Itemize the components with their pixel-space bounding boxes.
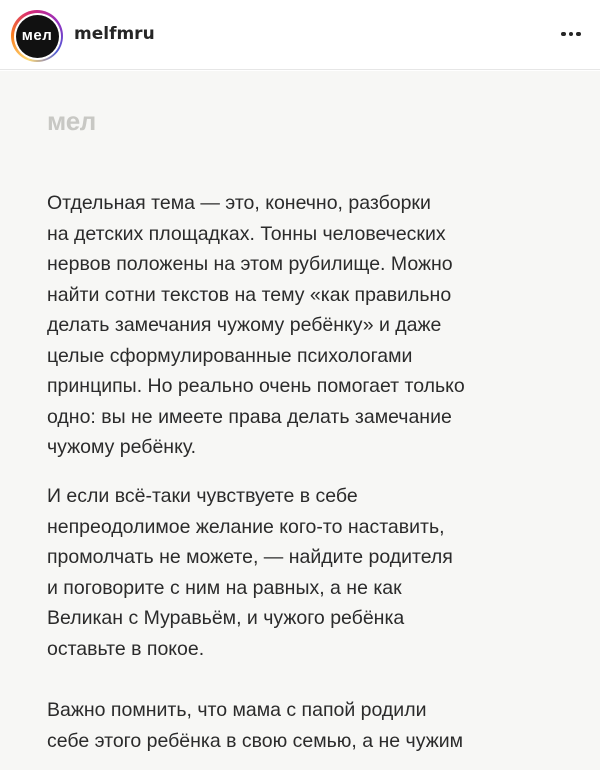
more-options-button[interactable] xyxy=(556,24,586,44)
paragraph-1 xyxy=(47,188,567,463)
text-line: чужому ребёнку. xyxy=(47,436,197,458)
text-line: И если всё-таки чувствуете в себе xyxy=(47,485,358,507)
text-line: Важно помнить, что мама с папой родили xyxy=(47,699,427,721)
text-line: себе этого ребёнка в свою семью, а не чужим xyxy=(47,729,464,752)
post-image[interactable] xyxy=(0,71,600,770)
text-line: Отдельная тема — это, конечно, разборки xyxy=(47,192,431,214)
text-line: и поговорите с ним на равных, а не как xyxy=(47,576,402,599)
text-line: промолчать не можете, — найдите родителя xyxy=(47,546,453,568)
text-line: нервов положены на этом рубилище. Можно xyxy=(47,253,453,275)
text-line: оставьте в покое. xyxy=(47,637,205,660)
username-link[interactable]: melfmru xyxy=(74,24,155,44)
more-horizontal-icon xyxy=(561,32,566,37)
more-horizontal-icon xyxy=(576,32,581,37)
brand-logo: мел xyxy=(47,106,96,136)
text-line: принципы. Но реально очень помогает только xyxy=(47,375,465,397)
post-header xyxy=(0,0,600,70)
paragraph-3 xyxy=(47,695,567,756)
paragraph-2 xyxy=(47,481,567,664)
text-line: на детских площадках. Тонны человеческих xyxy=(47,222,446,245)
avatar-logo-text: мел xyxy=(21,26,53,44)
text-line: целые сформулированные психологами xyxy=(47,344,413,367)
avatar-border xyxy=(14,13,61,60)
text-line: непреодолимое желание кого-то наставить, xyxy=(47,515,445,538)
text-line: одно: вы не имеете права делать замечание xyxy=(47,405,452,428)
more-horizontal-icon xyxy=(569,32,574,37)
text-line: Великан с Муравьём, и чужого ребёнка xyxy=(47,607,405,629)
avatar[interactable] xyxy=(16,15,59,58)
text-line: делать замечания чужому ребёнку» и даже xyxy=(47,314,442,336)
text-line: найти сотни текстов на тему «как правильно xyxy=(47,283,452,306)
story-ring[interactable] xyxy=(11,10,63,62)
